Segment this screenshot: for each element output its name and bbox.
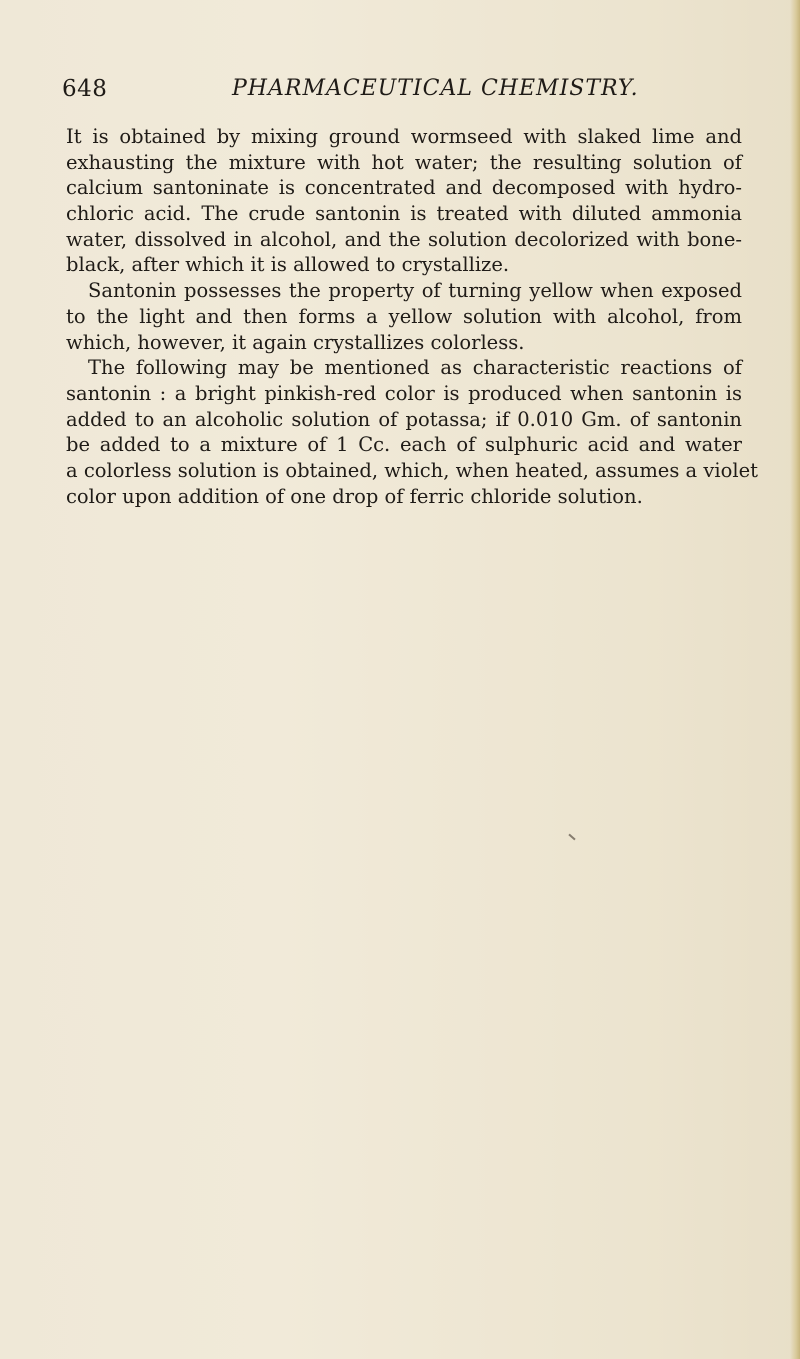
text-line: water, dissolved in alcohol, and the solution decolorized with bone-	[66, 227, 742, 251]
text-line: be added to a mixture of 1 Cc. each of sulphuric acid and water	[66, 433, 742, 457]
page-header	[62, 73, 752, 105]
text-line: santonin : a bright pinkish-red color is produced when santonin is	[66, 381, 742, 405]
text-line: calcium santoninate is concentrated and decomposed with hydro-	[66, 176, 742, 200]
paragraph	[66, 278, 742, 355]
text-line: added to an alcoholic solution of potassa; if 0.010 Gm. of santonin	[66, 407, 742, 431]
running-head: PHARMACEUTICAL CHEMISTRY.	[232, 76, 639, 101]
text-line: color upon addition of one drop of ferric chloride solution.	[66, 484, 643, 508]
page-edge-shadow	[790, 0, 800, 1359]
page-number: 648	[62, 76, 108, 102]
text-line: Santonin possesses the property of turning yellow when exposed	[88, 279, 742, 303]
paragraph	[66, 355, 758, 509]
text-line: It is obtained by mixing ground wormseed with slaked lime and	[66, 125, 742, 148]
text-line: which, however, it again crystallizes colorless.	[66, 330, 525, 354]
text-line: exhausting the mixture with hot water; the resulting solution of	[66, 150, 742, 174]
text-line: black, after which it is allowed to crystallize.	[66, 253, 510, 277]
paragraph	[66, 124, 742, 278]
text-line: to the light and then forms a yellow solution with alcohol, from	[66, 304, 742, 328]
stray-ink-mark	[568, 834, 575, 841]
text-line: The following may be mentioned as characteristic reactions of	[88, 356, 742, 380]
body-text	[66, 124, 758, 509]
text-line: a colorless solution is obtained, which, when heated, assumes a violet	[66, 458, 758, 482]
text-line: chloric acid. The crude santonin is treated with diluted ammonia	[66, 202, 742, 226]
